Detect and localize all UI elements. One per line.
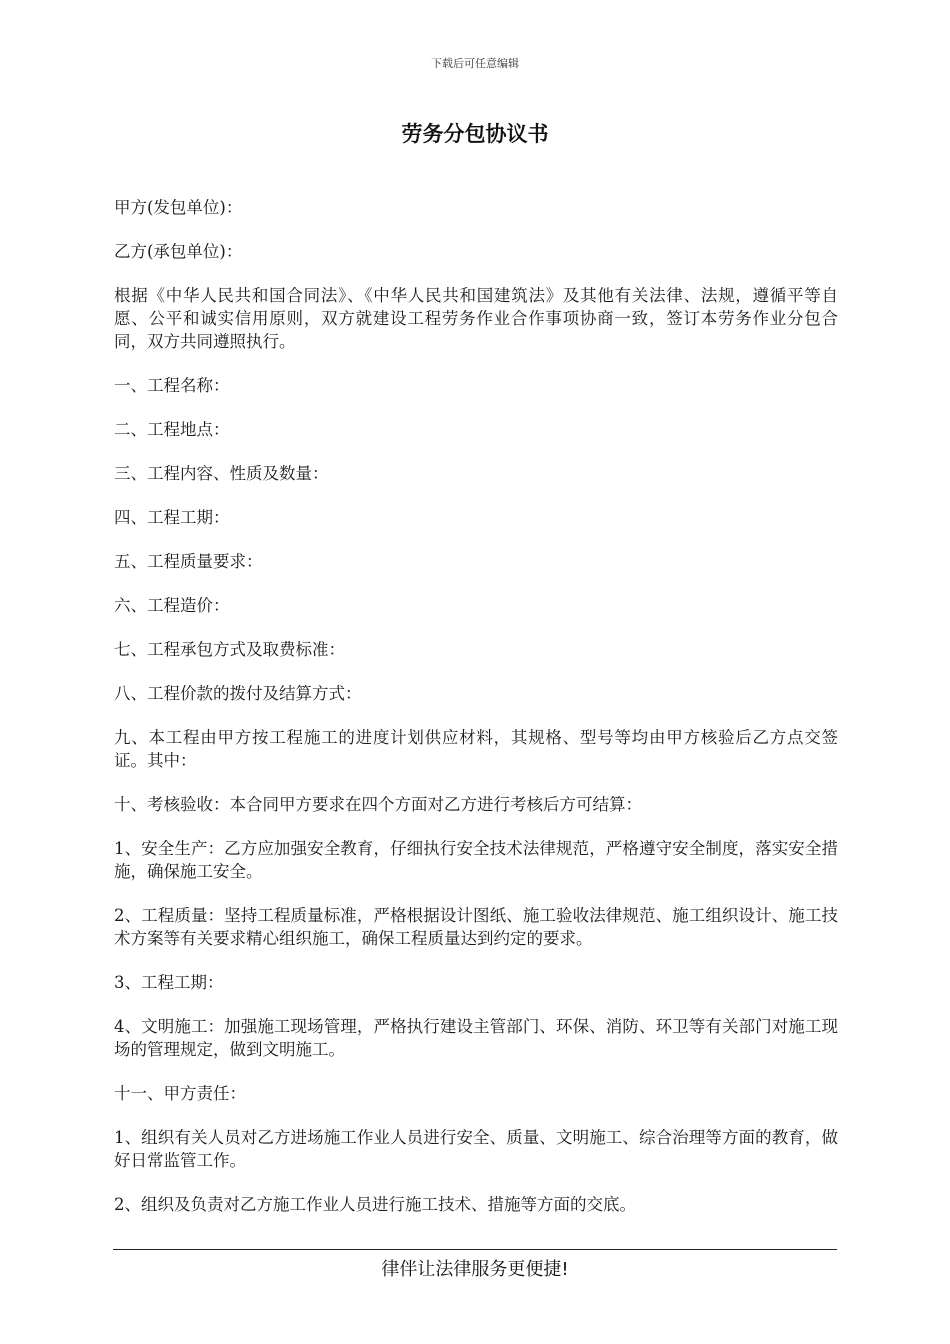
clause-9-materials-supply: 九、本工程由甲方按工程施工的进度计划供应材料，其规格、型号等均由甲方核验后乙方点交签证。其中：	[114, 728, 838, 770]
assessment-item-civilized-construction: 4、文明施工：加强施工现场管理，严格执行建设主管部门、环保、消防、环卫等有关部门对施工现场的管理规定，做到文明施工。	[114, 1017, 838, 1059]
clause-5-quality-requirements: 五、工程质量要求：	[114, 552, 263, 571]
clause-4-project-schedule: 四、工程工期：	[114, 508, 230, 527]
party-a-duty-2: 2、组织及负责对乙方施工作业人员进行施工技术、措施等方面的交底。	[114, 1195, 636, 1214]
preamble-paragraph: 根据《中华人民共和国合同法》、《中华人民共和国建筑法》及其他有关法律、法规，遵循平等自愿、公平和诚实信用原则，双方就建设工程劳务作业合作事项协商一致，签订本劳务作业分包合同，双方共同遵照执行。	[114, 286, 838, 351]
assessment-item-quality: 2、工程质量：坚持工程质量标准，严格根据设计图纸、施工验收法律规范、施工组织设计、施工技术方案等有关要求精心组织施工，确保工程质量达到约定的要求。	[114, 906, 838, 948]
party-a-duty-1: 1、组织有关人员对乙方进场施工作业人员进行安全、质量、文明施工、综合治理等方面的教育，做好日常监管工作。	[114, 1128, 838, 1170]
footer-divider	[113, 1249, 837, 1250]
clause-7-contracting-method: 七、工程承包方式及取费标准：	[114, 640, 345, 659]
clause-2-project-location: 二、工程地点：	[114, 420, 230, 439]
clause-3-project-content: 三、工程内容、性质及数量：	[114, 464, 329, 483]
assessment-item-schedule: 3、工程工期：	[114, 973, 224, 992]
header-note: 下载后可任意编辑	[431, 57, 519, 70]
party-b-line: 乙方(承包单位)：	[114, 242, 243, 261]
party-a-line: 甲方(发包单位)：	[114, 198, 243, 217]
assessment-item-safety: 1、安全生产：乙方应加强安全教育，仔细执行安全技术法律规范，严格遵守安全制度，落实安全措施，确保施工安全。	[114, 839, 838, 881]
clause-11-party-a-duties: 十一、甲方责任：	[114, 1084, 246, 1103]
footer-slogan: 律伴让法律服务更便捷!	[381, 1259, 569, 1280]
clause-6-project-cost: 六、工程造价：	[114, 596, 230, 615]
document-body	[114, 196, 838, 1237]
clause-1-project-name: 一、工程名称：	[114, 376, 230, 395]
document-title: 劳务分包协议书	[401, 122, 549, 146]
clause-8-payment-settlement: 八、工程价款的拨付及结算方式：	[114, 684, 362, 703]
clause-10-assessment: 十、考核验收：本合同甲方要求在四个方面对乙方进行考核后方可结算：	[114, 795, 642, 814]
